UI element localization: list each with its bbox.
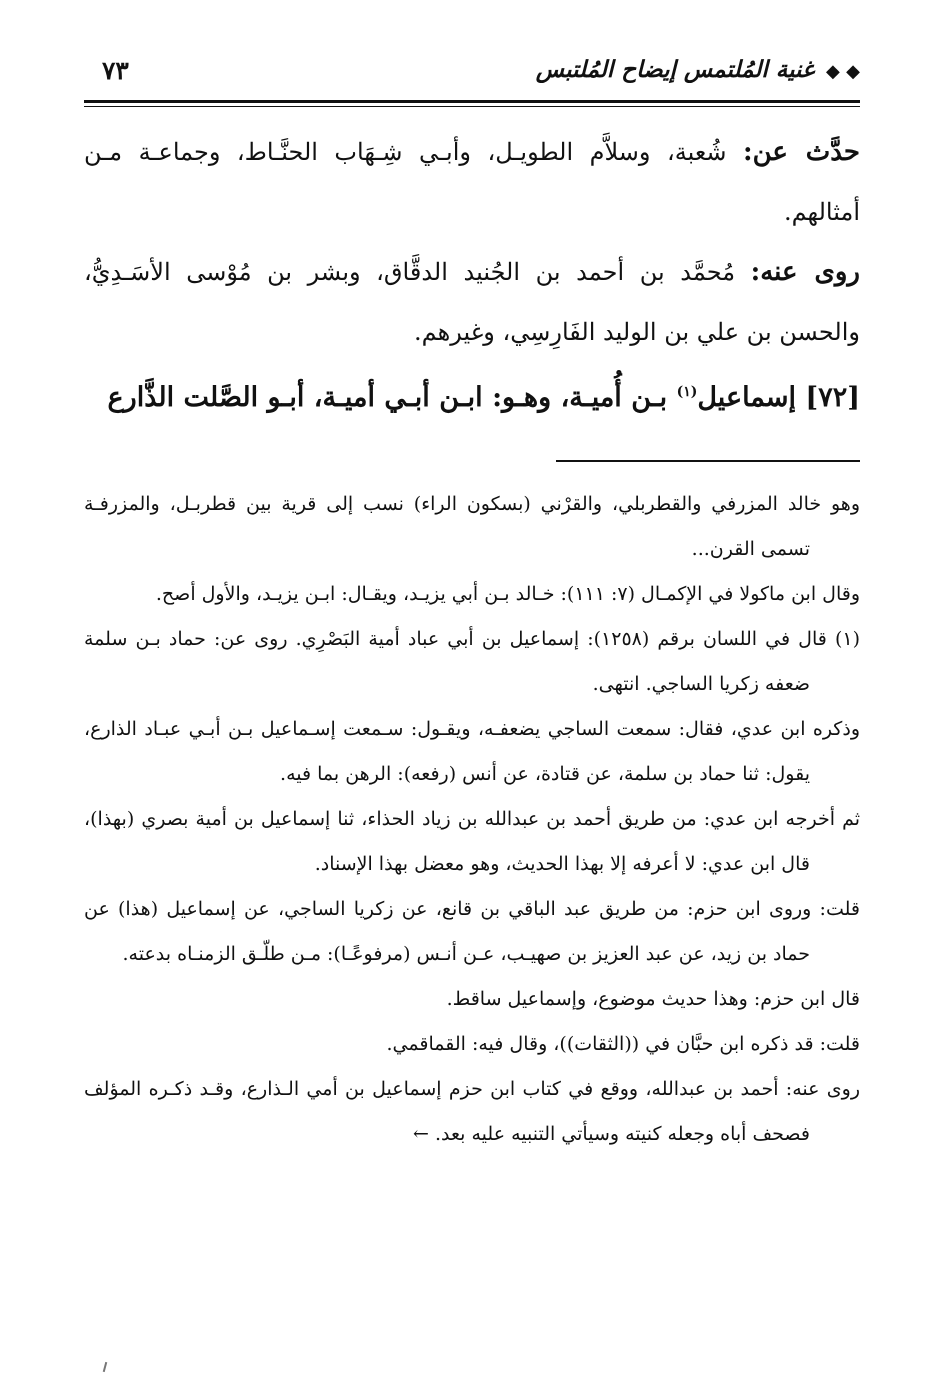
paragraph-narrated-by (84, 242, 860, 362)
footnote-paragraph: (١) قال في اللسان برقم (١٢٥٨): إسماعيل بن أبي عباد أمية البَصْرِي. روى عن: حماد بـن سلمة ضعفه زكريا الساجي. انتهى. (84, 628, 860, 695)
diamond-ornament-icon: ◆ ◆ (826, 61, 860, 82)
main-text (84, 122, 860, 428)
footnote-paragraph: قلت: قد ذكره ابن حبَّان في ((الثقات))، وقال فيه: القماقمي. (386, 1033, 860, 1055)
entry-number-name: [٧٢] إسماعيل (697, 382, 860, 413)
header-rule-thick (84, 100, 860, 103)
label-narrated-by: روى عنه: (750, 257, 860, 287)
header-title (536, 56, 860, 83)
running-header (84, 56, 860, 96)
footnote-paragraph: ثم أخرجه ابن عدي: من طريق أحمد بن عبدالله بن زياد الحذاء، ثنا إسماعيل بن أمية بصري (بهذا)، قال ابن عدي: لا أعرفه إلا بهذا الحديث، وهو معضل بهذا الإسناد. (84, 808, 861, 875)
label-narrated-from: حدَّث عن: (743, 137, 860, 167)
entry-name-rest: بـن أُميـة، وهـو: ابـن أبـي أميـة، أبـو الصَّلت الذَّارع (107, 382, 677, 413)
footnote-paragraph: وهو خالد المزرفي والقطربلي، والقرْني (بسكون الراء) نسب إلى قرية بين قطربـل، والمزرفـة تسمى القرن... (84, 493, 860, 560)
footnote-paragraph: وذكره ابن عدي، فقال: سمعت الساجي يضعفـه، ويقـول: سـمعت إسـماعيل بـن أبـي عبـاد الذارع، يقول: ثنا حماد بن سلمة، عن قتادة، عن أنس (رفعه): الرهن بما فيه. (84, 718, 860, 785)
footnotes (84, 482, 860, 1157)
paragraph-narrated-from (84, 122, 860, 242)
footnote-paragraph: قلت: وروى ابن حزم: من طريق عبد الباقي بن قانع، عن زكريا الساجي، عن إسماعيل (هذا) عن حماد بن زيد، عن عبد العزيز بن صهيـب، عـن أنـس (مرفوعًـا): مـن طلّـق الزمنـاه بدعته. (84, 898, 860, 965)
book-title: غنية المُلتمس إيضاح المُلتبس (535, 56, 815, 83)
footnote-ref: (١) (676, 384, 698, 400)
footnote-paragraph: روى عنه: أحمد بن عبدالله، ووقع في كتاب ابن حزم إسماعيل بن أمي الـذارع، وقـد ذكـره المؤلف فصحف أباه وجعله كنيته وسيأتي التنبيه عليه بعد. ← (84, 1078, 860, 1145)
footnote-paragraph: وقال ابن ماكولا في الإكمـال (٧: ١١١): خـالد بـن أبي يزيـد، ويقـال: ابـن يزيـد، والأول أصح. (155, 583, 860, 605)
footnote-paragraph: قال ابن حزم: وهذا حديث موضوع، وإسماعيل ساقط. (446, 988, 860, 1010)
text-narrated-from: شُعبة، وسلاَّم الطويـل، وأبـي شِـهَاب الحنَّـاط، وجماعـة مـن أمثالهم. (84, 138, 860, 226)
page-number: ٧٣ (102, 56, 129, 85)
header-rule-thin (84, 106, 860, 107)
scan-mark (103, 1362, 108, 1372)
footnote-separator (556, 460, 860, 462)
entry-heading (84, 362, 860, 428)
text-narrated-by: مُحمَّد بن أحمد بن الجُنيد الدقَّاق، وبشر بن مُوْسى الأسَـدِيُّ، والحسن بن علي بن الوليد الفَارِسِي، وغيرهم. (84, 258, 860, 346)
